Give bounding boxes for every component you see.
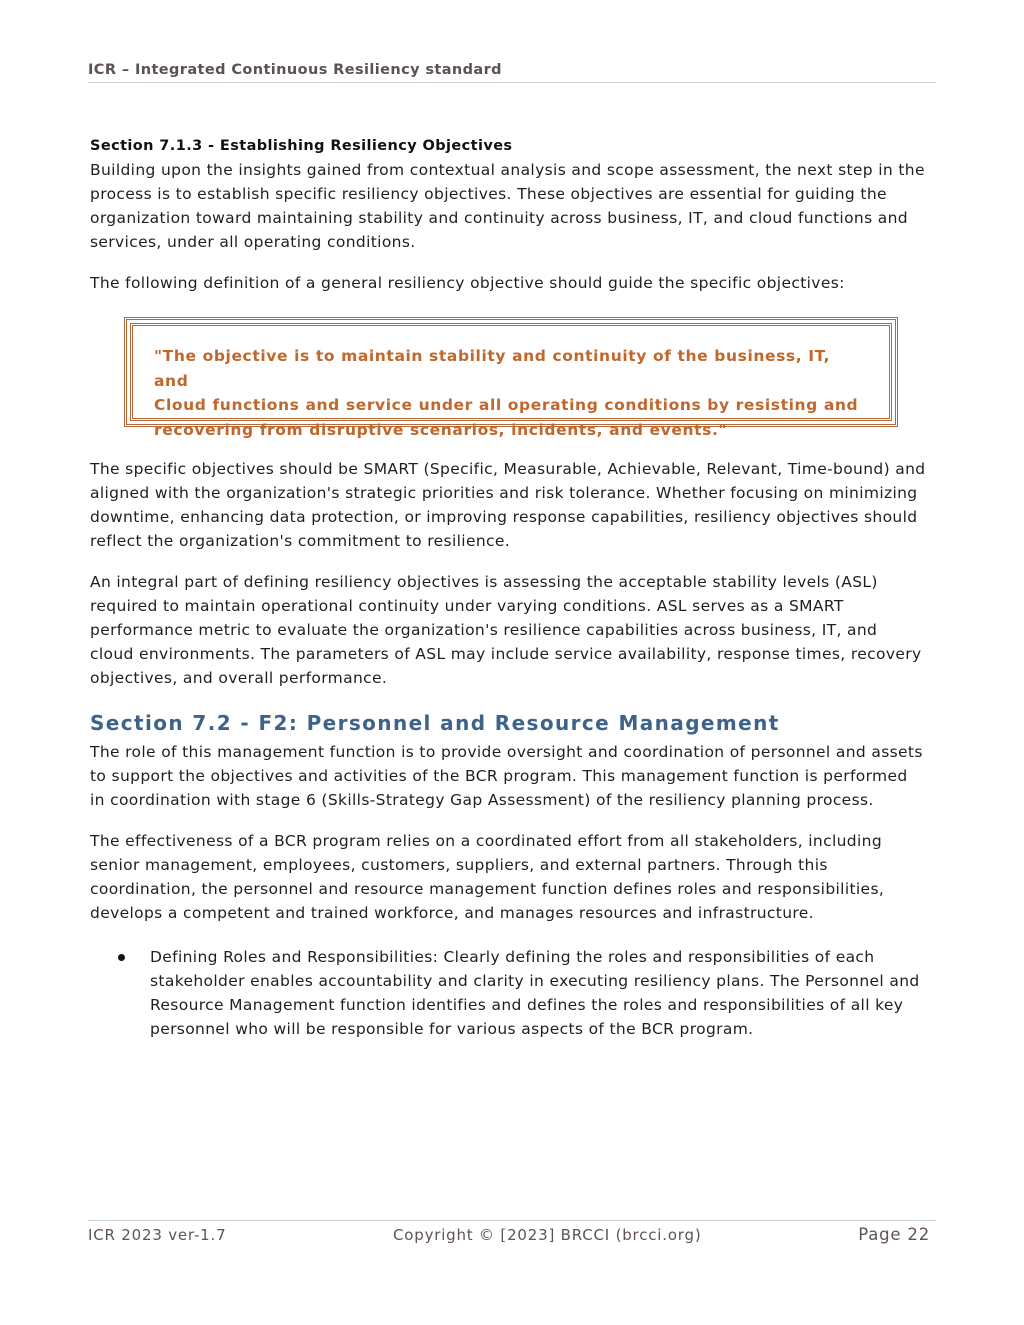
objective-definition-box (124, 317, 898, 439)
page-header (88, 60, 936, 83)
section-7-2-paragraph-1: The role of this management function is to provide oversight and coordination of personnel and assets to support the objectives and activities of the BCR program. This management function is performed in coordination with stage 6 (Skills-Strategy Gap Assessment) of the resiliency planning process. (90, 743, 923, 809)
section-7-1-3-paragraph-3: The specific objectives should be SMART (Specific, Measurable, Achievable, Relevant, Time-bound) and aligned with the organization's strategic priorities and risk tolerance. Whether focusing on minimizing downtime, enhancing data protection, or improving response capabilities, resiliency objectives should reflect the organization's commitment to resilience. (90, 460, 926, 550)
footer-rule (88, 1220, 936, 1221)
section-7-1-3-heading: Section 7.1.3 - Establishing Resiliency Objectives (90, 138, 513, 154)
section-7-1-3-paragraph-4: An integral part of defining resiliency objectives is assessing the acceptable stability levels (ASL) required to maintain operational continuity under varying conditions. ASL serves as a SMART performance metric to evaluate the organization's resilience capabilities across business, IT, and cloud environments. The parameters of ASL may include service availability, response times, recovery objectives, and overall performance. (90, 573, 922, 687)
footer-copyright: Copyright © [2023] BRCCI (brcci.org) (393, 1226, 702, 1244)
bullet-text: Defining Roles and Responsibilities: Clearly defining the roles and responsibilities of each stakeholder enables accountability and clarity in executing resiliency plans. The Personnel and Resource Management function identifies and defines the roles and responsibilities of all key personnel who will be responsible for various aspects of the BCR program. (150, 948, 920, 1038)
objective-definition-inner-border (130, 323, 892, 439)
header-title: ICR – Integrated Continuous Resiliency standard (88, 62, 502, 78)
section-7-1-3-paragraph-2: The following definition of a general resiliency objective should guide the specific objectives: (90, 274, 845, 292)
section-7-2-heading: Section 7.2 - F2: Personnel and Resource Management (90, 711, 780, 735)
footer-page-number: Page 22 (858, 1225, 930, 1244)
bullet-icon (118, 954, 125, 961)
section-7-1-3-paragraph-1: Building upon the insights gained from contextual analysis and scope assessment, the next step in the process is to establish specific resiliency objectives. These objectives are essential for guiding the organization toward maintaining stability and continuity across business, IT, and cloud functions and services, under all operating conditions. (90, 161, 925, 251)
section-7-2-bullet-list (90, 945, 926, 1041)
page-body (90, 134, 926, 1041)
list-item (150, 945, 926, 1041)
objective-definition-quote: "The objective is to maintain stability and continuity of the business, IT, and Cloud functions and service under all operating conditions by resisting and recovering from disruptive scenarios, incidents, and events." (154, 347, 859, 439)
footer-version: ICR 2023 ver-1.7 (88, 1226, 227, 1244)
section-7-2-paragraph-2: The effectiveness of a BCR program relies on a coordinated effort from all stakeholders, including senior management, employees, customers, suppliers, and external partners. Through this coordination, the personnel and resource management function defines roles and responsibilities, develops a competent and trained workforce, and manages resources and infrastructure. (90, 832, 885, 922)
